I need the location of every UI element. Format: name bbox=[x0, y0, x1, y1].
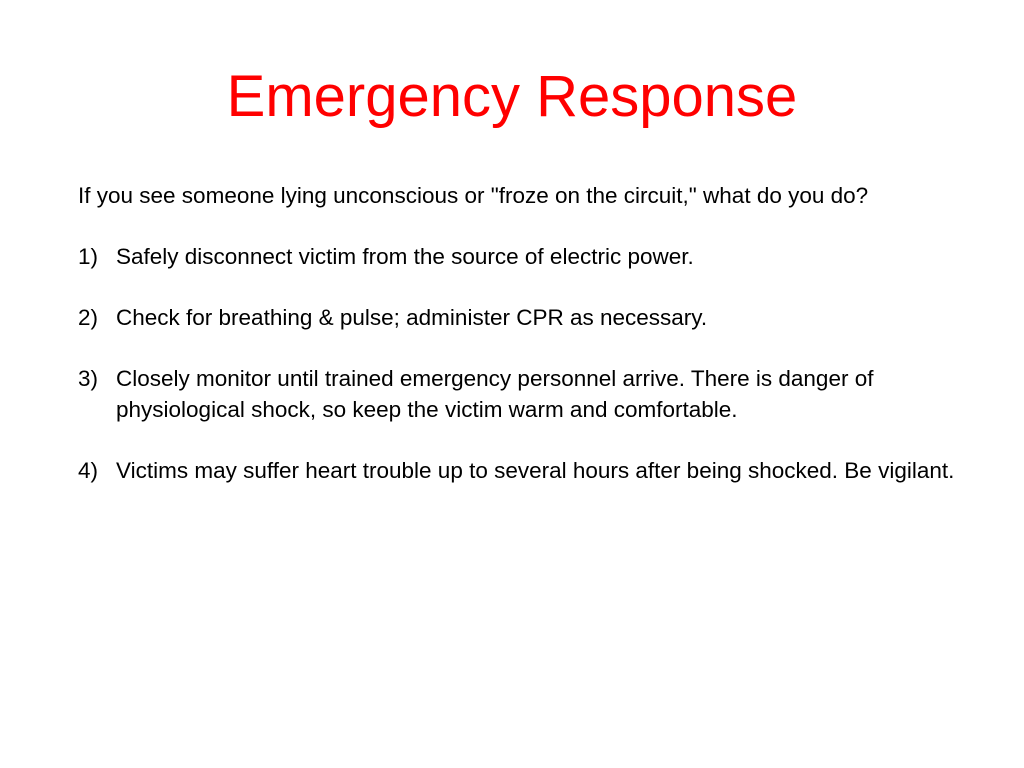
list-item-text: Victims may suffer heart trouble up to several hours after being shocked. Be vigilant. bbox=[116, 458, 955, 483]
list-item-number: 4) bbox=[78, 458, 99, 483]
list-item-text: Check for breathing & pulse; administer CPR as necessary. bbox=[116, 305, 708, 330]
list-item bbox=[78, 455, 958, 486]
list-item bbox=[78, 363, 958, 425]
list-item-number: 3) bbox=[78, 366, 99, 391]
list-item bbox=[78, 241, 958, 272]
list-item-number: 2) bbox=[78, 305, 99, 330]
list-item-text: Safely disconnect victim from the source of electric power. bbox=[116, 244, 694, 269]
slide-title: Emergency Response bbox=[226, 64, 798, 129]
list-item bbox=[78, 302, 958, 333]
list-item-number: 1) bbox=[78, 244, 99, 269]
slide-body bbox=[78, 180, 958, 516]
intro-question: If you see someone lying unconscious or "froze on the circuit," what do you do? bbox=[78, 183, 869, 208]
list-item-text: Closely monitor until trained emergency personnel arrive. There is danger of physiological shock, so keep the victim warm and comfortable. bbox=[116, 366, 874, 422]
